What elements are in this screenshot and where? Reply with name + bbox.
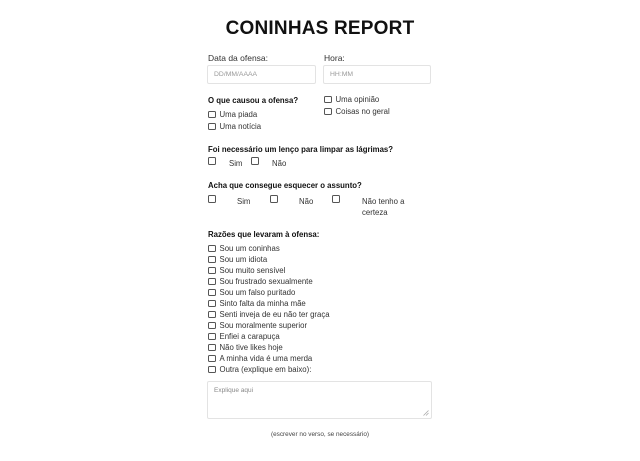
cause-option-general[interactable] [324,106,390,117]
resize-grip-icon[interactable] [423,410,429,416]
reason-label: Sou muito sensível [219,266,286,275]
time-label: Hora: [324,53,345,63]
reason-label: Senti inveja de eu não ter graça [219,310,330,319]
forget-unsure-checkbox[interactable] [332,195,340,203]
checkbox[interactable] [324,108,332,116]
cause-option-news[interactable] [208,121,261,132]
cause-option-opinion[interactable] [324,94,379,105]
reason-item[interactable] [208,243,330,254]
reason-label: Enfiei a carapuça [219,332,280,341]
footnote: (escrever no verso, se necessário) [270,431,370,438]
checkbox[interactable] [208,245,216,253]
reason-label: A minha vida é uma merda [219,354,313,363]
forget-unsure-label-line1: Não tenho a [362,197,405,206]
reason-item[interactable] [208,254,330,265]
reason-item[interactable] [208,364,330,375]
reason-item[interactable] [208,265,330,276]
time-input[interactable]: HH:MM [323,65,431,84]
tissue-question: Foi necessário um lenço para limpar as lágrimas? [208,145,394,154]
date-input[interactable]: DD/MM/AAAA [207,65,316,84]
explain-placeholder: Explique aqui [214,387,254,394]
option-label: Uma piada [219,110,258,119]
forget-yes-label: Sim [237,197,251,206]
reason-item[interactable] [208,276,330,287]
checkbox[interactable] [208,123,216,131]
date-label: Data da ofensa: [208,53,269,63]
option-label: Uma notícia [219,122,262,131]
checkbox[interactable] [208,366,216,374]
checkbox[interactable] [208,333,216,341]
checkbox[interactable] [208,344,216,352]
reason-item[interactable] [208,298,330,309]
reason-label: Sou um falso puritado [219,288,296,297]
explain-textarea[interactable] [207,381,432,419]
tissue-no-checkbox[interactable] [251,157,259,165]
checkbox[interactable] [208,256,216,264]
tissue-no-label: Não [272,159,287,168]
checkbox[interactable] [208,322,216,330]
reason-item[interactable] [208,309,330,320]
reason-label: Sou moralmente superior [219,321,308,330]
reason-item[interactable] [208,287,330,298]
reason-label: Sinto falta da minha mãe [219,299,306,308]
checkbox[interactable] [208,278,216,286]
cause-option-joke[interactable] [208,109,257,120]
checkbox[interactable] [208,311,216,319]
forget-question: Acha que consegue esquecer o assunto? [208,181,362,190]
checkbox[interactable] [208,300,216,308]
reason-label: Sou um coninhas [219,244,280,253]
forget-yes-checkbox[interactable] [208,195,216,203]
reasons-question: Razões que levaram à ofensa: [208,230,320,239]
tissue-yes-checkbox[interactable] [208,157,216,165]
cause-question: O que causou a ofensa? [208,96,299,105]
reason-label: Sou frustrado sexualmente [219,277,313,286]
reason-item[interactable] [208,331,330,342]
checkbox[interactable] [324,96,332,104]
tissue-yes-label: Sim [229,159,243,168]
reason-label: Sou um idiota [219,255,268,264]
checkbox[interactable] [208,289,216,297]
option-label: Coisas no geral [335,107,390,116]
option-label: Uma opinião [335,95,380,104]
checkbox[interactable] [208,111,216,119]
reason-label: Outra (explique em baixo): [219,365,312,374]
forget-no-checkbox[interactable] [270,195,278,203]
checkbox[interactable] [208,355,216,363]
checkbox[interactable] [208,267,216,275]
reasons-list [208,243,330,375]
reason-item[interactable] [208,320,330,331]
reason-item[interactable] [208,342,330,353]
forget-unsure-label-line2: certeza [362,208,388,217]
page-title: CONINHAS REPORT [225,18,415,39]
reason-item[interactable] [208,353,330,364]
forget-no-label: Não [299,197,314,206]
reason-label: Não tive likes hoje [219,343,283,352]
